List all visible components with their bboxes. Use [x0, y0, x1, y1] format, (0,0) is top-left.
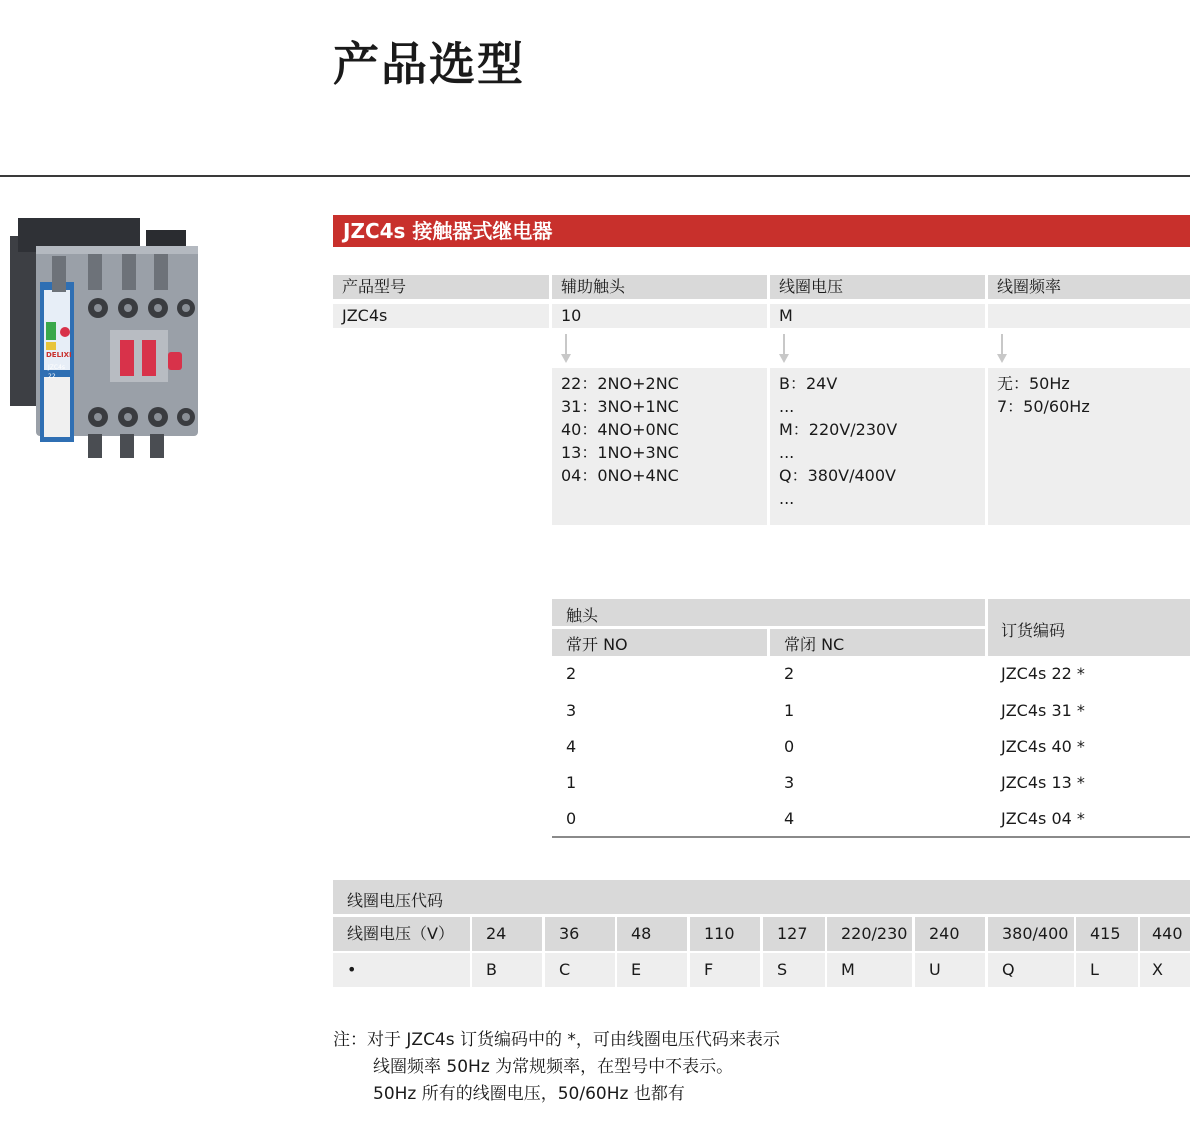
model-text: JZC4s — [48, 364, 66, 371]
contact-option: 22：2NO+2NC — [561, 374, 679, 393]
contact-group-header: 触头 — [566, 606, 599, 625]
no-header: 常开 NO — [566, 635, 628, 654]
voltage-cell: 127 — [763, 917, 825, 951]
voltage-cell: 36 — [545, 917, 615, 951]
arrow-down-icon — [561, 334, 571, 366]
arrow-down-icon — [997, 334, 1007, 366]
frequency-options — [988, 368, 1190, 525]
code-cell: E — [617, 953, 687, 987]
code-cell: JZC4s 31 * — [1001, 701, 1085, 720]
contact-group-header-bg — [552, 599, 985, 626]
code-cell: B — [472, 953, 542, 987]
nc-cell: 4 — [784, 809, 795, 828]
product-image — [8, 212, 198, 462]
code-cell: C — [545, 953, 615, 987]
header-coil-voltage: 线圈电压 — [770, 275, 985, 299]
voltage-cell: 440 — [1140, 917, 1190, 951]
voltage-table-title-bg — [333, 880, 1190, 914]
contact-option: 13：1NO+3NC — [561, 443, 679, 462]
page-title: 产品选型 — [333, 37, 525, 91]
voltage-option: ... — [779, 397, 795, 416]
contact-option: 40：4NO+0NC — [561, 420, 679, 439]
section-header: JZC4s 接触器式继电器 — [333, 215, 1190, 247]
value-coil-frequency — [988, 304, 1190, 328]
contact-option: 31：3NO+1NC — [561, 397, 679, 416]
model-code-text: 22 — [48, 373, 56, 380]
voltage-label: 线圈电压（V） — [333, 917, 470, 951]
nc-header: 常闭 NC — [784, 635, 845, 654]
code-cell: M — [827, 953, 912, 987]
code-header: 订货编码 — [1001, 621, 1066, 640]
arrow-down-icon — [779, 334, 789, 366]
contact-option: 04：0NO+4NC — [561, 466, 679, 485]
no-cell: 4 — [566, 737, 577, 756]
contact-options — [552, 368, 767, 525]
no-cell: 0 — [566, 809, 577, 828]
code-cell: JZC4s 40 * — [1001, 737, 1085, 756]
code-cell: S — [763, 953, 825, 987]
code-cell: X — [1140, 953, 1190, 987]
voltage-options — [770, 368, 985, 525]
nc-cell: 2 — [784, 664, 795, 683]
voltage-cell: 220/230 — [827, 917, 912, 951]
no-cell: 3 — [566, 701, 577, 720]
notes — [333, 1027, 780, 1108]
header-aux-contact: 辅助触头 — [552, 275, 767, 299]
voltage-table-title: 线圈电压代码 — [347, 891, 444, 910]
nc-cell: 0 — [784, 737, 795, 756]
value-model: JZC4s — [333, 304, 549, 328]
voltage-option: B：24V — [779, 374, 838, 393]
voltage-cell: 48 — [617, 917, 687, 951]
voltage-cell: 240 — [915, 917, 985, 951]
code-cell: JZC4s 13 * — [1001, 773, 1085, 792]
title-divider — [0, 175, 1190, 177]
note-line: 50Hz 所有的线圈电压，50/60Hz 也都有 — [373, 1084, 685, 1104]
voltage-option: Q：380V/400V — [779, 466, 896, 485]
frequency-option: 无：50Hz — [997, 374, 1070, 393]
nc-cell: 1 — [784, 701, 795, 720]
brand-text: DELIXI — [46, 351, 72, 359]
voltage-option: M：220V/230V — [779, 420, 898, 439]
note-line: 注：对于 JZC4s 订货编码中的 *，可由线圈电压代码来表示 — [333, 1030, 780, 1050]
value-coil-voltage: M — [770, 304, 985, 328]
voltage-option: ... — [779, 489, 795, 508]
code-label: • — [333, 953, 470, 987]
code-cell: L — [1076, 953, 1138, 987]
note-line: 线圈频率 50Hz 为常规频率，在型号中不表示。 — [373, 1057, 734, 1077]
no-cell: 2 — [566, 664, 577, 683]
code-cell: JZC4s 22 * — [1001, 664, 1085, 683]
nc-cell: 3 — [784, 773, 795, 792]
table-bottom-rule — [552, 836, 1190, 838]
voltage-cell: 24 — [472, 917, 542, 951]
contactor-relay-illustration — [8, 212, 198, 462]
header-model: 产品型号 — [333, 275, 549, 299]
voltage-option: ... — [779, 443, 795, 462]
voltage-cell: 110 — [690, 917, 760, 951]
code-cell: U — [915, 953, 985, 987]
voltage-cell: 415 — [1076, 917, 1138, 951]
frequency-option: 7：50/60Hz — [997, 397, 1090, 416]
header-coil-frequency: 线圈频率 — [988, 275, 1190, 299]
value-aux-contact: 10 — [552, 304, 767, 328]
code-cell: JZC4s 04 * — [1001, 809, 1085, 828]
code-cell: F — [690, 953, 760, 987]
no-cell: 1 — [566, 773, 577, 792]
code-cell: Q — [988, 953, 1074, 987]
voltage-cell: 380/400 — [988, 917, 1074, 951]
